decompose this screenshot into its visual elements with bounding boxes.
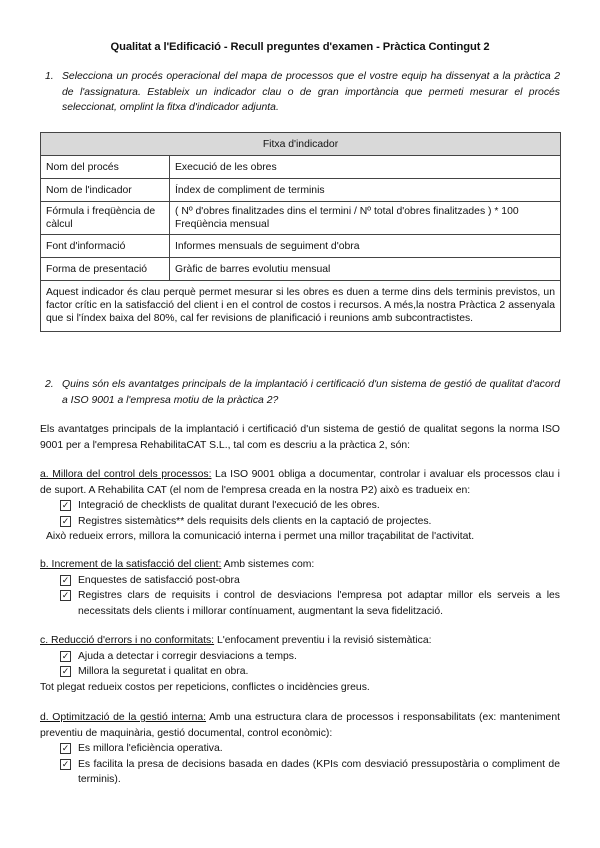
list-item-text: Registres clars de requisits i control de desviacions l'empresa pot adaptar millor els serveis a les necessitats dels clients i millorar contínuament, augmentant la seva fidelització. <box>78 590 560 617</box>
section-c-lead: L'enfocament preventiu i la revisió sistemàtica: <box>214 635 432 646</box>
section-b-lead: Amb sistemes com: <box>221 559 315 570</box>
row-label: Nom del procés <box>41 156 170 179</box>
list-item <box>40 664 560 680</box>
row-value: ( Nº d'obres finalitzades dins el termini / Nº total d'obres finalitzades ) * 100 Freqüència mensual <box>170 202 561 235</box>
checkbox-icon: ✓ <box>61 590 70 600</box>
question-1-text: Selecciona un procés operacional del mapa de processos que el vostre equip ha dissenyat a la pràctica 2 de l'assignatura. Estableix un indicador clau o de gran importància que permeti mesurar el procés seleccionat, omplint la fitxa d'indicador adjunta. <box>62 71 560 113</box>
checkbox-icon: ✓ <box>61 743 70 753</box>
section-a <box>40 467 560 545</box>
section-c <box>40 633 560 695</box>
section-d-heading: d. Optimització de la gestió interna: <box>40 712 207 723</box>
list-item-text: Enquestes de satisfacció post-obra <box>78 574 240 586</box>
document-title: Qualitat a l'Edificació - Recull preguntes d'examen - Pràctica Contingut 2 <box>110 41 490 53</box>
row-value: Gràfic de barres evolutiu mensual <box>170 258 561 281</box>
row-label: Forma de presentació <box>41 258 170 281</box>
section-a-tail: Això redueix errors, millora la comunicació interna i permet una millor traçabilitat de l'activitat. <box>46 531 475 542</box>
row-value: Índex de compliment de terminis <box>170 179 561 202</box>
section-a-lead: La ISO 9001 obliga a documentar, controlar i avaluar els processos clau i de suport. A Rehabilita CAT (el nom de l'empresa creada en la nostra P2) això es tradueix en: <box>40 469 560 496</box>
list-item <box>40 498 560 514</box>
row-label: Fórmula i freqüència de càlcul <box>41 202 170 235</box>
question-2 <box>45 377 560 408</box>
row-label: Nom de l'indicador <box>41 179 170 202</box>
list-item <box>40 649 560 665</box>
list-item-text: Integració de checklists de qualitat durant l'execució de les obres. <box>78 500 380 511</box>
section-d-lead: Amb una estructura clara de processos i responsabilitats (ex: manteniment preventiu de maquinària, gestió documental, control econòmic): <box>40 712 561 739</box>
list-item <box>40 757 560 788</box>
list-item <box>40 588 560 619</box>
list-item <box>40 573 560 589</box>
list-item-text: Es millora l'eficiència operativa. <box>78 743 223 754</box>
answer-intro: Els avantatges principals de la implantació i certificació d'un sistema de gestió de qualitat segons la norma ISO 9001 per a l'empresa RehabilitaCAT S.L., tal com es descriu a la pràctica 2, són: <box>40 424 560 451</box>
question-2-number: 2. <box>45 379 54 390</box>
row-label: Font d'informació <box>41 235 170 258</box>
list-item <box>40 514 560 530</box>
question-1-number: 1. <box>45 71 54 82</box>
list-item-text: Millora la seguretat i qualitat en obra. <box>78 666 249 677</box>
checkbox-icon: ✓ <box>61 666 70 676</box>
list-item-text: Es facilita la presa de decisions basada en dades (KPIs com desviació pressupostària o compliment de terminis). <box>78 758 560 785</box>
section-d <box>40 710 560 788</box>
checkbox-icon: ✓ <box>61 650 70 661</box>
question-1 <box>45 69 560 116</box>
list-item-text: Ajuda a detectar i corregir desviacions a temps. <box>78 650 297 662</box>
section-a-heading: a. Millora del control dels processos: <box>40 469 212 480</box>
indicator-justification: Aquest indicador és clau perquè permet mesurar si les obres es duen a terme dins dels terminis previstos, un factor crític en la satisfacció del client i en el control de costos i recursos. A més,la nostra Pràctica 2 assenyala que si l'índex baixa del 80%, cal fer revisions de planificació i reunions amb subcontractistes. <box>41 281 561 332</box>
section-c-tail: Tot plegat redueix costos per repeticions, conflictes o incidències greus. <box>40 681 370 693</box>
row-value: Execució de les obres <box>170 156 561 179</box>
question-2-text: Quins són els avantatges principals de la implantació i certificació d'un sistema de gestió de qualitat d'acord a ISO 9001 a l'empresa motiu de la pràctica 2? <box>62 379 560 406</box>
indicator-sheet-header: Fitxa d'indicador <box>41 133 561 156</box>
section-c-heading: c. Reducció d'errors i no conformitats: <box>40 635 215 646</box>
row-value: Informes mensuals de seguiment d'obra <box>170 235 561 258</box>
section-b <box>40 557 560 619</box>
checkbox-icon: ✓ <box>61 574 70 585</box>
section-b-heading: b. Increment de la satisfacció del client: <box>40 559 222 570</box>
list-item-text: Registres sistemàtics** dels requisits dels clients en la captació de projectes. <box>78 515 432 527</box>
checkbox-icon: ✓ <box>61 515 70 526</box>
checkbox-icon: ✓ <box>61 500 70 510</box>
list-item <box>40 741 560 757</box>
checkbox-icon: ✓ <box>61 758 70 769</box>
indicator-sheet-table <box>40 132 561 332</box>
